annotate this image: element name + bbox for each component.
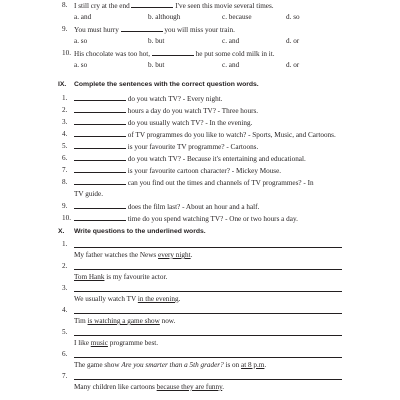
option-c[interactable]: c. and (222, 37, 240, 45)
answer-blank[interactable] (152, 47, 194, 56)
item-text: do you watch TV? - Because it's entertaining and educational. (74, 152, 306, 165)
prompt-sentence (74, 381, 224, 393)
underlined-text: is watching a game show (87, 317, 160, 325)
answer-line[interactable] (74, 357, 342, 358)
question-text: You must hurry you will miss your train. (74, 23, 235, 36)
answer-blank[interactable] (74, 104, 126, 113)
answer-blank[interactable] (74, 152, 126, 161)
section-title: Complete the sentences with the correct question words. (74, 81, 259, 88)
sentence-text: programme best. (107, 339, 159, 347)
item-number: 2. (62, 262, 68, 270)
item-text: time do you spend watching TV? - One or two hours a day. (74, 212, 298, 225)
sentence-text: now. (159, 317, 176, 325)
option-b[interactable]: b. although (148, 13, 181, 21)
item-number: 4. (62, 130, 68, 138)
sentence-text: . (178, 295, 181, 303)
answer-blank[interactable] (74, 212, 126, 221)
item-number: 9. (62, 202, 68, 210)
option-a[interactable]: a. so (74, 37, 88, 45)
option-d[interactable]: d. so (286, 13, 300, 21)
option-c[interactable]: c. and (222, 61, 240, 69)
underlined-text: because they are funny (156, 383, 223, 391)
item-text: is your favourite cartoon character? - Mickey Mouse. (74, 164, 281, 177)
item-number: 1. (62, 240, 68, 248)
answer-line[interactable] (74, 313, 342, 314)
option-a[interactable]: a. and (74, 13, 92, 21)
section-title: Write questions to the underlined words. (74, 228, 206, 235)
answer-blank[interactable] (74, 200, 126, 209)
ix-item-8-continued (0, 188, 400, 200)
ix-item-1 (0, 92, 400, 104)
item-text: hours a day do you watch TV? - Three hours. (74, 104, 258, 117)
ix-item-5 (0, 140, 400, 152)
option-b[interactable]: b. but (148, 61, 165, 69)
answer-blank[interactable] (74, 176, 126, 185)
answer-line[interactable] (74, 269, 342, 270)
option-d[interactable]: d. or (286, 37, 300, 45)
ix-item-10 (0, 212, 400, 224)
answer-blank[interactable] (121, 23, 163, 32)
sentence-text: is on (223, 361, 242, 369)
item-number: 1. (62, 94, 68, 102)
ix-item-4 (0, 128, 400, 140)
italic-title: Are you smarter than a 5th grader? (121, 361, 224, 369)
item-text: can you find out the times and channels of TV programmes? - In (74, 176, 314, 189)
option-b[interactable]: b. but (148, 37, 165, 45)
item-number: 5. (62, 142, 68, 150)
sentence-text: Tim (74, 317, 88, 325)
ix-item-2 (0, 104, 400, 116)
question-text: His chocolate was too hot, he put some cold milk in it. (74, 47, 275, 60)
question-number: 8. (62, 1, 68, 9)
answer-blank[interactable] (74, 128, 126, 137)
ix-item-3 (0, 116, 400, 128)
answer-blank[interactable] (74, 92, 126, 101)
sentence-text: The game show (74, 361, 122, 369)
section-number: X. (58, 228, 65, 235)
item-number: 7. (62, 166, 68, 174)
underlined-text: at 8 p.m (241, 361, 265, 369)
mc-question-10 (0, 47, 400, 59)
item-number: 3. (62, 118, 68, 126)
option-d[interactable]: d. or (286, 61, 300, 69)
item-number: 2. (62, 106, 68, 114)
ix-item-7 (0, 164, 400, 176)
item-number: 3. (62, 284, 68, 292)
item-text-continued: TV guide. (74, 190, 104, 198)
answer-blank[interactable] (74, 140, 126, 149)
answer-line[interactable] (74, 291, 342, 292)
question-number: 10. (62, 49, 71, 57)
option-a[interactable]: a. so (74, 61, 88, 69)
underlined-text: Tom Hank (74, 273, 105, 281)
underlined-text: music (90, 339, 108, 347)
item-text: does the film last? - About an hour and a half. (74, 200, 259, 213)
answer-line[interactable] (74, 247, 342, 248)
question-text: I still cry at the end I've seen this movie several times. (74, 0, 274, 12)
underlined-text: every night (158, 251, 191, 259)
answer-blank[interactable] (131, 0, 173, 8)
answer-line[interactable] (74, 379, 342, 380)
item-text: of TV programmes do you like to watch? - Sports, Music, and Cartoons. (74, 128, 336, 141)
item-text: do you usually watch TV? - In the evening. (74, 116, 252, 129)
mc-options-8 (0, 11, 400, 23)
answer-blank[interactable] (74, 116, 126, 125)
option-c[interactable]: c. because (222, 13, 252, 21)
item-number: 4. (62, 306, 68, 314)
item-text: do you watch TV? - Every night. (74, 92, 222, 105)
section-10-heading (58, 226, 206, 238)
sentence-text: . (222, 383, 225, 391)
sentence-text: We usually watch TV (74, 295, 138, 303)
question-number: 9. (62, 25, 68, 33)
ix-item-8 (0, 176, 400, 188)
item-number: 8. (62, 178, 68, 186)
sentence-text: . (264, 361, 267, 369)
sentence-text: I like (74, 339, 91, 347)
item-number: 6. (62, 154, 68, 162)
mc-question-9 (0, 23, 400, 35)
sentence-text: is my favourite actor. (104, 273, 168, 281)
sentence-text: My father watches the News (74, 251, 159, 259)
answer-line[interactable] (74, 335, 342, 336)
section-number: IX. (58, 81, 67, 88)
sentence-text: Many children like cartoons (74, 383, 157, 391)
mc-options-9 (0, 35, 400, 47)
section-9-heading (58, 79, 259, 91)
item-number: 10. (62, 214, 71, 222)
item-number: 6. (62, 350, 68, 358)
item-number: 7. (62, 372, 68, 380)
ix-item-9 (0, 200, 400, 212)
mc-options-10 (0, 59, 400, 71)
underlined-text: in the evening (137, 295, 179, 303)
mc-question-8 (0, 0, 400, 11)
item-text: is your favourite TV programme? - Cartoons. (74, 140, 258, 153)
answer-blank[interactable] (74, 164, 126, 173)
ix-item-6 (0, 152, 400, 164)
sentence-text: . (190, 251, 193, 259)
x-item-7-prompt (0, 381, 400, 393)
item-number: 5. (62, 328, 68, 336)
